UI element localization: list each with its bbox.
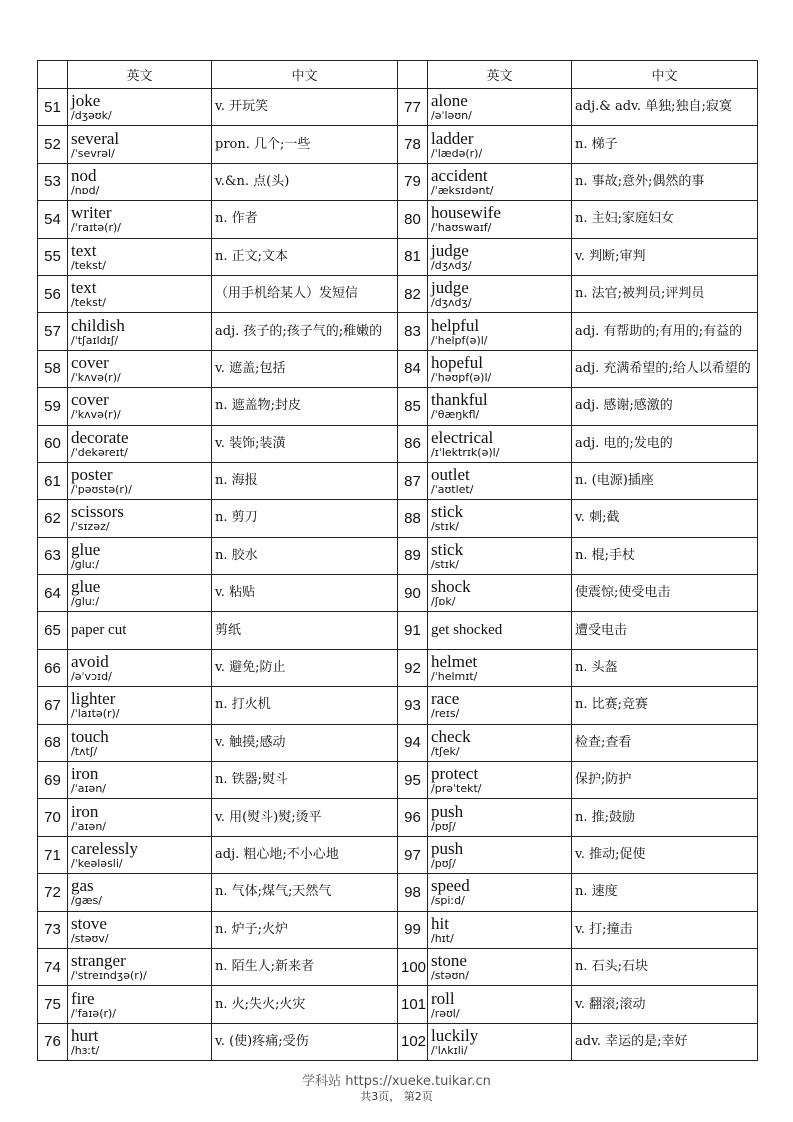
english-word: luckily [431,1025,479,1045]
english-word: childish [71,315,125,335]
table-row [38,238,758,275]
entry-number-right: 92 [398,649,428,686]
entry-number-left: 59 [38,388,68,425]
english-word: stove [71,913,107,933]
english-word: stick [431,539,464,559]
entry-english-right [428,1023,572,1060]
entry-number-left: 62 [38,500,68,537]
entry-chinese-left: v. (使)疼痛;受伤 [212,1023,398,1060]
entry-english-left [68,612,212,649]
entry-number-right: 89 [398,537,428,574]
entry-chinese-left: 剪纸 [212,612,398,649]
phonetic-transcription: /tekst/ [71,258,106,272]
english-word: hit [431,913,449,933]
entry-english-right [428,948,572,985]
phonetic-transcription: /ˈkeələsli/ [71,857,123,870]
english-word: speed [431,876,470,896]
entry-chinese-left: n. 火;失火;火灾 [212,986,398,1023]
english-word: push [431,839,464,858]
entry-number-right: 84 [398,350,428,387]
entry-number-left: 63 [38,537,68,574]
entry-english-left [68,238,212,275]
entry-english-left [68,575,212,612]
entry-chinese-right: n. 头盔 [572,649,758,686]
english-word: text [71,278,97,298]
phonetic-transcription: /tʌtʃ/ [71,744,98,758]
vocabulary-table-body [38,61,758,1061]
entry-number-right: 102 [398,1023,428,1060]
entry-number-right: 90 [398,575,428,612]
phonetic-transcription: /ˈlaɪtə(r)/ [71,707,120,721]
phonetic-transcription: /ˈlʌkɪli/ [431,1043,468,1057]
entry-english-right [428,163,572,200]
entry-number-right: 85 [398,388,428,425]
english-word: avoid [71,652,109,672]
entry-chinese-right: n. (电源)插座 [572,462,758,499]
english-word: electrical [431,427,494,447]
entry-chinese-left: v. 装饰;装潢 [212,425,398,462]
english-word: iron [71,801,99,821]
entry-chinese-left: n. 气体;煤气;天然气 [212,874,398,911]
entry-number-left: 74 [38,948,68,985]
entry-number-right: 100 [398,948,428,985]
english-word: carelessly [71,839,139,858]
entry-chinese-left: v. 开玩笑 [212,89,398,126]
phonetic-transcription: /tʃek/ [431,744,460,758]
entry-chinese-right: n. 法官;被判员;评判员 [572,275,758,312]
phonetic-transcription: /ɡluː/ [71,595,100,609]
entry-chinese-right: n. 速度 [572,874,758,911]
english-word: lighter [71,689,116,709]
table-row [38,762,758,799]
entry-english-left [68,874,212,911]
phonetic-transcription: /ˈaʊtlet/ [431,483,474,497]
english-word: accident [431,165,488,185]
english-word: paper cut [71,622,127,639]
english-word: decorate [71,427,129,447]
entry-number-right: 99 [398,911,428,948]
english-word: judge [431,278,469,298]
phonetic-transcription: /ɡluː/ [71,557,100,571]
english-word: race [431,689,460,709]
entry-number-right: 87 [398,462,428,499]
header-cell-number-left [38,61,68,89]
entry-english-right [428,425,572,462]
phonetic-transcription: /ˈtʃaɪldɪʃ/ [71,333,119,347]
english-word: touch [71,726,109,746]
entry-chinese-left: （用手机给某人）发短信 [212,275,398,312]
entry-english-left [68,462,212,499]
english-word: protect [431,764,479,784]
table-row [38,1023,758,1060]
entry-english-left [68,163,212,200]
table-row [38,500,758,537]
header-cell-english-left: 英文 [68,61,212,89]
entry-chinese-right: adj. 电的;发电的 [572,425,758,462]
entry-english-right [428,89,572,126]
footer-site-url: 学科站 https://xueke.tuikar.cn [302,1074,491,1089]
table-row [38,126,758,163]
table-row [38,911,758,948]
table-header-row [38,61,758,89]
entry-english-right [428,313,572,350]
entry-number-left: 67 [38,687,68,724]
english-word: scissors [71,502,124,522]
table-row [38,612,758,649]
phonetic-transcription: /stɪk/ [431,557,459,571]
phonetic-transcription: /ˈsɪzəz/ [71,520,110,534]
phonetic-transcription: /ˈraɪtə(r)/ [71,221,121,235]
english-word: fire [71,988,95,1008]
entry-number-right: 77 [398,89,428,126]
entry-chinese-left: v. 避免;防止 [212,649,398,686]
entry-chinese-right: adj. 感谢;感激的 [572,388,758,425]
entry-english-right [428,687,572,724]
phonetic-transcription: /ˈdekəreɪt/ [71,445,128,459]
english-word: helpful [431,315,480,335]
entry-english-left [68,649,212,686]
english-word: roll [431,988,455,1008]
phonetic-transcription: /reɪs/ [431,707,460,721]
entry-english-left [68,425,212,462]
entry-number-left: 52 [38,126,68,163]
phonetic-transcription: /ʃɒk/ [431,595,456,609]
entry-number-left: 76 [38,1023,68,1060]
entry-chinese-left: adj. 孩子的;孩子气的;稚嫩的 [212,313,398,350]
entry-chinese-left: n. 打火机 [212,687,398,724]
header-cell-chinese-left: 中文 [212,61,398,89]
entry-number-right: 96 [398,799,428,836]
phonetic-transcription: /əˈvɔɪd/ [71,670,112,684]
table-row [38,275,758,312]
entry-number-right: 98 [398,874,428,911]
entry-number-left: 60 [38,425,68,462]
english-word: joke [71,91,101,111]
phonetic-transcription: /prəˈtekt/ [431,782,482,796]
phonetic-transcription: /əˈləʊn/ [431,109,472,123]
entry-chinese-right: n. 梯子 [572,126,758,163]
table-row [38,948,758,985]
english-word: outlet [431,465,470,485]
entry-number-left: 56 [38,275,68,312]
english-word: stone [431,951,467,971]
entry-chinese-left: v. 遮盖;包括 [212,350,398,387]
entry-english-right [428,350,572,387]
english-word: check [431,726,471,746]
phonetic-transcription: /ˈkʌvə(r)/ [71,408,121,422]
entry-number-right: 101 [398,986,428,1023]
entry-number-left: 55 [38,238,68,275]
table-row [38,986,758,1023]
entry-number-right: 82 [398,275,428,312]
entry-chinese-right: 使震惊;使受电击 [572,575,758,612]
entry-chinese-right: n. 棍;手杖 [572,537,758,574]
table-row [38,350,758,387]
phonetic-transcription: /dʒəʊk/ [71,109,112,123]
phonetic-transcription: /ˈsevrəl/ [71,146,115,160]
entry-chinese-left: pron. 几个;一些 [212,126,398,163]
phonetic-transcription: /pʊʃ/ [431,819,456,833]
phonetic-transcription: /spiːd/ [431,894,465,908]
entry-number-left: 69 [38,762,68,799]
english-word: thankful [431,390,488,410]
phonetic-transcription: /ˈpəʊstə(r)/ [71,483,132,497]
english-word: stick [431,502,464,522]
english-word: housewife [431,203,501,223]
entry-chinese-right: adv. 幸运的是;幸好 [572,1023,758,1060]
english-word: get shocked [431,622,503,639]
phonetic-transcription: /ˈhaʊswaɪf/ [431,221,492,235]
entry-number-right: 91 [398,612,428,649]
entry-number-left: 68 [38,724,68,761]
english-word: gas [71,876,94,896]
entry-english-left [68,1023,212,1060]
english-word: alone [431,91,468,111]
phonetic-transcription: /ˈhəʊpf(ə)l/ [431,370,492,384]
table-row [38,388,758,425]
entry-number-left: 75 [38,986,68,1023]
english-word: glue [71,577,101,597]
entry-number-left: 71 [38,836,68,873]
vocabulary-table [37,60,758,1061]
entry-chinese-left: n. 陌生人;新来者 [212,948,398,985]
entry-chinese-right: v. 打;撞击 [572,911,758,948]
phonetic-transcription: /pʊʃ/ [431,857,456,870]
entry-chinese-right: v. 刺;截 [572,500,758,537]
entry-english-right [428,462,572,499]
english-word: poster [71,465,113,485]
entry-chinese-left: n. 海报 [212,462,398,499]
entry-english-right [428,836,572,873]
table-row [38,649,758,686]
entry-chinese-right: n. 比赛;竞赛 [572,687,758,724]
entry-chinese-right: 检查;查看 [572,724,758,761]
entry-number-left: 65 [38,612,68,649]
entry-chinese-right: n. 主妇;家庭妇女 [572,201,758,238]
entry-chinese-right: 遭受电击 [572,612,758,649]
entry-english-right [428,724,572,761]
entry-english-right [428,986,572,1023]
entry-english-left [68,275,212,312]
entry-chinese-left: n. 正文;文本 [212,238,398,275]
entry-number-left: 54 [38,201,68,238]
entry-english-left [68,126,212,163]
phonetic-transcription: /ˈæksɪdənt/ [431,183,494,197]
entry-number-right: 94 [398,724,428,761]
header-cell-number-right [398,61,428,89]
entry-number-left: 73 [38,911,68,948]
entry-english-left [68,500,212,537]
entry-chinese-right: n. 事故;意外;偶然的事 [572,163,758,200]
entry-number-right: 93 [398,687,428,724]
entry-number-right: 83 [398,313,428,350]
header-cell-chinese-right: 中文 [572,61,758,89]
entry-chinese-right: v. 推动;促使 [572,836,758,873]
english-word: hopeful [431,352,483,372]
entry-chinese-left: n. 铁器;熨斗 [212,762,398,799]
phonetic-transcription: /tekst/ [71,296,106,310]
entry-english-right [428,575,572,612]
phonetic-transcription: /dʒʌdʒ/ [431,296,472,310]
entry-chinese-left: v. 粘贴 [212,575,398,612]
phonetic-transcription: /stɪk/ [431,520,459,534]
entry-number-right: 88 [398,500,428,537]
phonetic-transcription: /ɪˈlektrɪk(ə)l/ [431,445,500,459]
entry-chinese-left: v. 触摸;感动 [212,724,398,761]
entry-english-right [428,649,572,686]
entry-english-left [68,986,212,1023]
entry-chinese-left: v.&n. 点(头) [212,163,398,200]
entry-english-right [428,388,572,425]
entry-english-right [428,799,572,836]
entry-chinese-left: n. 遮盖物;封皮 [212,388,398,425]
english-word: cover [71,390,109,410]
entry-english-left [68,799,212,836]
phonetic-transcription: /rəʊl/ [431,1006,460,1020]
english-word: iron [71,764,99,784]
english-word: shock [431,577,471,597]
entry-english-right [428,537,572,574]
entry-number-left: 51 [38,89,68,126]
phonetic-transcription: /ˈθæŋkfl/ [431,408,480,422]
table-row [38,201,758,238]
entry-english-left [68,836,212,873]
table-row [38,89,758,126]
entry-english-right [428,612,572,649]
entry-number-left: 72 [38,874,68,911]
phonetic-transcription: /ˈstreɪndʒə(r)/ [71,969,147,983]
table-row [38,874,758,911]
entry-english-right [428,500,572,537]
entry-number-right: 81 [398,238,428,275]
entry-english-left [68,948,212,985]
table-row [38,425,758,462]
entry-chinese-right: adj. 有帮助的;有用的;有益的 [572,313,758,350]
english-word: cover [71,352,109,372]
table-row [38,799,758,836]
entry-english-right [428,201,572,238]
english-word: judge [431,240,469,260]
entry-chinese-left: n. 炉子;火炉 [212,911,398,948]
english-word: ladder [431,128,474,148]
english-word: glue [71,539,101,559]
english-word: hurt [71,1025,99,1045]
table-row [38,537,758,574]
header-cell-english-right: 英文 [428,61,572,89]
entry-english-left [68,687,212,724]
table-row [38,575,758,612]
english-word: helmet [431,652,478,672]
entry-english-right [428,275,572,312]
phonetic-transcription: /hɪt/ [431,931,454,945]
entry-english-left [68,537,212,574]
entry-chinese-right: n. 石头;石块 [572,948,758,985]
entry-english-left [68,388,212,425]
entry-chinese-right: 保护;防护 [572,762,758,799]
phonetic-transcription: /stəʊv/ [71,931,109,945]
english-word: nod [71,165,97,185]
entry-chinese-right: n. 推;鼓励 [572,799,758,836]
entry-chinese-right: adj. 充满希望的;给人以希望的 [572,350,758,387]
entry-english-left [68,313,212,350]
entry-chinese-left: n. 作者 [212,201,398,238]
phonetic-transcription: /ˈfaɪə(r)/ [71,1006,117,1020]
entry-number-right: 78 [398,126,428,163]
phonetic-transcription: /ˈkʌvə(r)/ [71,370,121,384]
english-word: stranger [71,951,126,971]
entry-chinese-right: adj.& adv. 单独;独自;寂寞 [572,89,758,126]
entry-number-left: 64 [38,575,68,612]
table-row [38,462,758,499]
entry-number-left: 58 [38,350,68,387]
phonetic-transcription: /ˈhelpf(ə)l/ [431,333,488,347]
phonetic-transcription: /ˈhelmɪt/ [431,670,478,684]
table-row [38,836,758,873]
entry-chinese-right: v. 判断;审判 [572,238,758,275]
entry-number-right: 97 [398,836,428,873]
phonetic-transcription: /hɜːt/ [71,1043,100,1057]
entry-number-right: 86 [398,425,428,462]
table-row [38,724,758,761]
entry-number-left: 57 [38,313,68,350]
entry-english-left [68,724,212,761]
entry-number-left: 61 [38,462,68,499]
english-word: push [431,801,464,821]
table-row [38,163,758,200]
footer-page-number: 共3页， 第2页 [360,1090,433,1103]
phonetic-transcription: /nɒd/ [71,183,100,197]
entry-english-right [428,238,572,275]
phonetic-transcription: /ˈlædə(r)/ [431,146,483,160]
english-word: text [71,240,97,260]
phonetic-transcription: /ɡæs/ [71,894,102,908]
entry-number-left: 70 [38,799,68,836]
entry-chinese-right: v. 翻滚;滚动 [572,986,758,1023]
entry-chinese-left: adj. 粗心地;不小心地 [212,836,398,873]
entry-english-right [428,126,572,163]
entry-english-right [428,911,572,948]
entry-number-right: 95 [398,762,428,799]
entry-english-left [68,911,212,948]
english-word: writer [71,203,112,223]
phonetic-transcription: /ˈaɪən/ [71,819,107,833]
entry-english-left [68,201,212,238]
entry-english-left [68,762,212,799]
entry-english-left [68,89,212,126]
entry-english-right [428,874,572,911]
entry-number-right: 80 [398,201,428,238]
phonetic-transcription: /stəʊn/ [431,969,469,983]
phonetic-transcription: /ˈaɪən/ [71,782,107,796]
entry-english-right [428,762,572,799]
table-row [38,313,758,350]
entry-number-left: 66 [38,649,68,686]
phonetic-transcription: /dʒʌdʒ/ [431,258,472,272]
table-row [38,687,758,724]
english-word: several [71,128,120,148]
entry-chinese-left: n. 胶水 [212,537,398,574]
entry-number-right: 79 [398,163,428,200]
entry-chinese-left: v. 用(熨斗)熨;烫平 [212,799,398,836]
entry-number-left: 53 [38,163,68,200]
entry-english-left [68,350,212,387]
entry-chinese-left: n. 剪刀 [212,500,398,537]
